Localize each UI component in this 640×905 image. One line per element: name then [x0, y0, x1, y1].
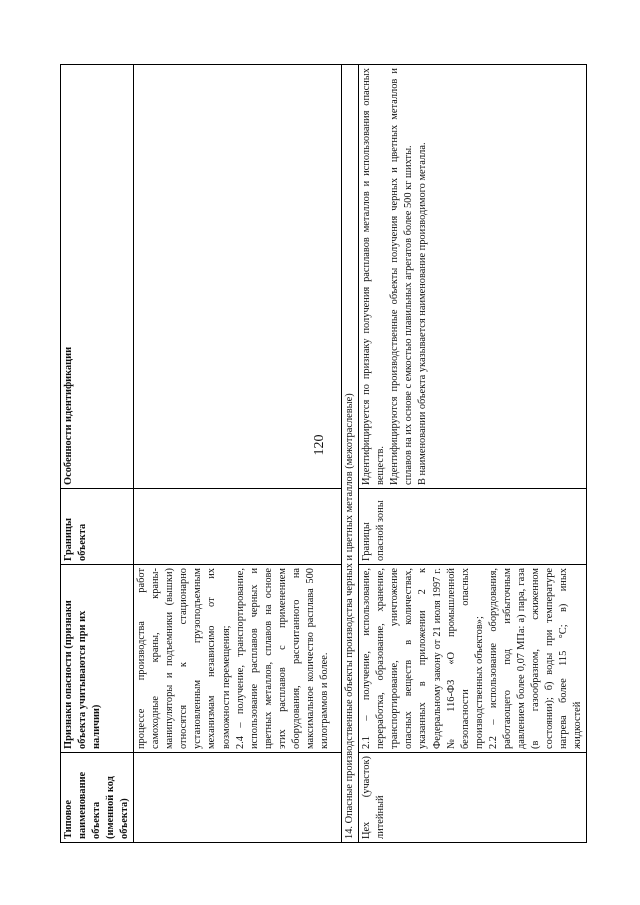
table-row: [134, 65, 342, 843]
feature-text: Идентифицируется по признаку получения расплавов металлов и использования опасных веществ.: [361, 68, 387, 485]
hazard-sign-text: процессе производства работ самоходные краны, краны-манипуляторы и подъемники (вышки) относятся к стационарно установленным грузоподъемным механизмам независимо от их возможности перемещения;: [136, 568, 232, 749]
section-row: [342, 65, 359, 843]
continued-object-name-cell: [134, 753, 342, 843]
continued-features-cell: [134, 65, 342, 489]
object-name-cell: Цех (участок) литейный: [359, 753, 587, 843]
section-title: 14. Опасные производственные объекты производства черных и цветных металлов (межотраслевые): [342, 65, 359, 843]
table-row: [359, 65, 587, 843]
continued-boundary-cell: [134, 489, 342, 565]
rotated-page-content: [60, 65, 583, 843]
header-identification-features: Особенности идентификации: [61, 65, 134, 489]
feature-text: Идентифицируются производственные объекты получения черных и цветных металлов и сплавов на их основе с емкостью плавильных агрегатов более 500 кг шихты.: [389, 68, 415, 485]
hazard-sign-text: 2.4 – получение, транспортирование, использование расплавов черных и цветных металлов, сплавов на основе этих расплавов с применением оборудования, рассчитанного на максимальное количество расплава 500 килограммов и более.: [234, 568, 330, 749]
features-cell: [359, 65, 587, 489]
hazard-objects-table: [60, 64, 587, 843]
header-object-name: Типовое наименование объекта (именной код объекта): [61, 753, 134, 843]
table-header-row: [61, 65, 134, 843]
hazard-sign-text: 2.1 – получение, использование, переработка, образование, хранение, транспортирование, уничтожение опасных веществ в количествах, указанных в приложении 2 к Федеральному закону от 21 июля 1997 г. № 116-ФЗ «О промышленной безопасности опасных производственных объектов»;: [361, 568, 485, 749]
hazard-signs-cell: [359, 565, 587, 753]
hazard-sign-text: 2.2 – использование оборудования, работающего под избыточным давлением более 0,07 МПа: а) пара, газа (в газообразном, сжиженном состоянии); б) воды при температуре нагрева более 115 °С; в) иных жидкостей: [487, 568, 583, 749]
feature-text: В наименовании объекта указывается наименование производимого металла.: [417, 142, 429, 485]
continued-hazard-signs-cell: [134, 565, 342, 753]
page-number: 120: [312, 434, 327, 456]
header-hazard-signs: Признаки опасности (признаки объекта учитываются при их наличии): [61, 565, 134, 753]
boundary-cell: Границы опасной зоны: [359, 489, 587, 565]
header-object-boundaries: Границы объекта: [61, 489, 134, 565]
